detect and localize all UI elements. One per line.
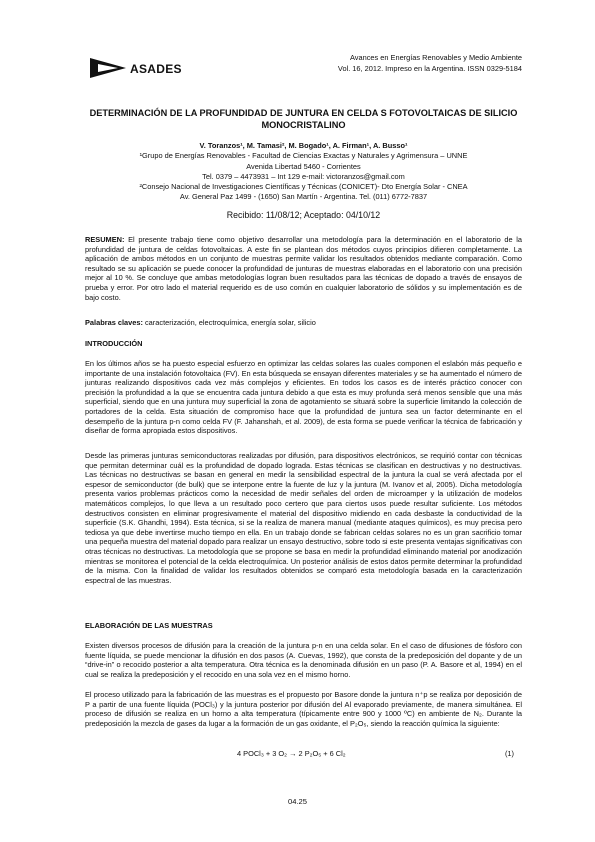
keywords-text: caracterización, electroquímica, energía solar, silicio [142, 318, 316, 327]
elaboration-paragraph-2: El proceso utilizado para la fabricación de las muestras es el propuesto por Basore donde la juntura n⁺p se realiza por deposición de P a partir de una fuente líquida (POCl₃) y la juntura posterior por difusión del Al evaporado previamente, de manera simultánea. El proceso de difusión se realiza en un horno a alta temperatura (típicamente entre 900 y 1000 ºC) en ambiente de N₂. Durante la predeposición la mezcla de gases da lugar a la formación de un gas oxidante, el P₂O₅, siendo la reacción química la siguiente: [85, 690, 522, 728]
author-names: V. Toranzos¹, M. Tamasi², M. Bogado¹, A. Firman¹, A. Busso¹ [199, 141, 408, 150]
received-dates: Recibido: 11/08/12; Aceptado: 04/10/12 [226, 210, 381, 220]
affiliation-1-contact: Tel. 0379 – 4473931 – Int 129 e-mail: victoranzos@gmail.com [202, 171, 405, 181]
abstract-label: RESUMEN: [85, 235, 125, 244]
affiliation-2-address: Av. General Paz 1499 - (1650) San Martín - Argentina. Tel. (011) 6772-7837 [179, 192, 428, 202]
journal-name: Avances en Energías Renovables y Medio Ambiente [349, 53, 522, 62]
affiliation-1: ¹Grupo de Energías Renovables - Facultad de Ciencias Exactas y Naturales y Agrimensura – UNNE [139, 151, 468, 161]
keywords-label: Palabras claves: [85, 318, 143, 327]
elaboration-heading: ELABORACIÓN DE LAS MUESTRAS [85, 621, 213, 630]
intro-paragraph-2: Desde las primeras junturas semiconductoras realizadas por difusión, para dispositivos electrónicos, se requirió contar con técnicas que permitan determinar cuál es la profundidad de dopado lograda. Estas técnicas se clasifican en destructivas y no destructivas. Las técnicas no destructivas se basan en general en medir la sensibilidad espectral de la juntura la cual se verá afectada por el espesor de semiconductor (de bulk) que se interpone entre la fuente de luz y la juntura (M. Ivanov et al, 2005). Dicha metodología presenta varios problemas prácticos como la necesidad de medir señales del orden de microamper y la utilización de modelos matemáticos complejos, lo que lleva a un resultado poco certero que para ciertos usos puede resultar suficiente. Los métodos destructivos consisten en eliminar progresivamente el material del dispositivo midiendo en cada desbaste la conductividad de la superficie (S.K. Ghandhi, 1994). Esta técnica, si se la realiza de manera manual (mediante ataques químicos), es muy precisa pero tediosa ya que debe invertirse mucho tiempo en ella. En un trabajo donde se fabrican celdas solares no es un gran sacrificio tomar una pequeña muestra del material dopado para realizar un ensayo destructivo, sobre todo si este presenta ventajas significativas con otras técnicas no destructivas. La metodología que se propone se basa en medir la profundidad eliminando material por anodización mientras se monitorea el potencial de la celda electroquímica. Un posterior análisis de estos datos permite determinar la profundidad de la misma. Con la finalidad de validar los resultados obtenidos se comparó esta metodología basada en la caracterización espectral de las muestras. [85, 451, 522, 585]
equation-number: (1) [504, 749, 514, 758]
keywords [85, 318, 522, 328]
abstract-text: El presente trabajo tiene como objetivo desarrollar una metodología para la determinación en el laboratorio de la profundidad de juntura de celdas fotovoltaicas. A este fin se plantean dos métodos cuyos principios difieren completamente. La aplicación de ambos métodos en un conjunto de muestras permite validar los resultados obtenidos mediante comparación. Como resultado se su aplicación se puede conocer la profundidad de junturas de muestras elaboradas en el laboratorio con una precisión mejor al 10 %. Se concluye que ambas metodologías logran buen resultados para las técnicas de dopado a través de ensayos de prueba y error. Por otro lado el material requerido es de uso común en cualquier laboratorio de sólidos y su implementación es de bajo costo. [85, 235, 522, 302]
abstract [85, 235, 522, 302]
logo-text: ASADES [130, 62, 182, 76]
paper-title: DETERMINACIÓN DE LA PROFUNDIDAD DE JUNTURA EN CELDA S FOTOVOLTAICAS DE SILICIO MONOCRISTALINO [89, 108, 518, 130]
intro-heading: INTRODUCCIÓN [85, 339, 143, 348]
journal-info [338, 52, 522, 74]
affiliation-2: ²Consejo Nacional de Investigaciones Científicas y Técnicas (CONICET)- Dto Energía Solar - CNEA [139, 182, 468, 192]
page-number: 04.25 [287, 797, 307, 806]
authors-block [85, 141, 522, 203]
affiliation-1-address: Avenida Libertad 5460 - Corrientes [246, 161, 361, 171]
asades-logo-icon [88, 56, 128, 80]
elaboration-paragraph-1: Existen diversos procesos de difusión para la creación de la juntura p-n en una celda solar. En el caso de difusiones de fósforo con fuente líquida, se puede mencionar la difusión en dos pasos (A. Cuevas, 1992), que consta de la predeposición del dopante y de un “drive-in” o recocido posterior a alta temperatura. Otra técnica es la denominada difusión en un paso (P. A. Basore et al, 1994) en el cual se realiza la predeposición y el recocido en una sola vez en el mismo horno. [85, 641, 522, 679]
intro-paragraph-1: En los últimos años se ha puesto especial esfuerzo en optimizar las celdas solares las cuales componen el eslabón más pequeño e importante de una instalación fotovoltaica (FV). En esta búsqueda se ensayan diferentes materiales y se ha aumentado el número de junturas realizando dispositivos cada vez más complejos y eficientes. En todos los casos es de interés práctico conocer con precisión la profundidad a la que se encuentra cada juntura debido a que esta es muy profunda será menos sensible que una más superficial, siendo que en una juntura muy superficial la zona de agotamiento se situará sobre la superficie limitando la colección de portadores de la celda. Esta situación de compromiso hace que la profundidad de juntura sea un factor determinante en el desempeño de la juntura p-n como celda FV (F. Jahanshah, et al. 2009), de esta forma se puede verificar la técnica de fabricación y diseñar de forma apropiada estos dispositivos. [85, 359, 522, 436]
equation-formula: 4 POCl₃ + 3 O₂ → 2 P₂O₅ + 6 Cl₂ [237, 749, 346, 758]
journal-volume: Vol. 16, 2012. Impreso en la Argentina. ISSN 0329-5184 [337, 64, 522, 73]
